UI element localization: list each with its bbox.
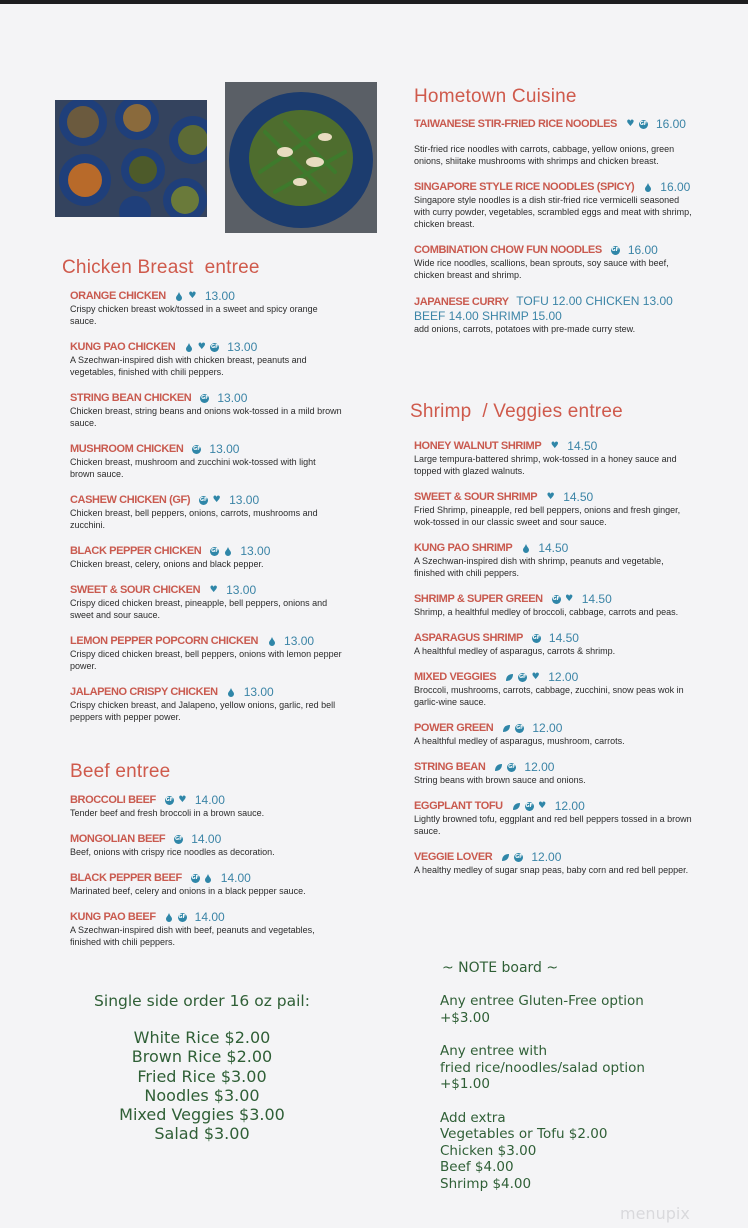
dietary-icons	[184, 343, 219, 352]
note-line: fried rice/noodles/salad option	[440, 1059, 645, 1076]
note-line: Any entree with	[440, 1043, 548, 1059]
heart-icon: ♥	[209, 584, 218, 595]
menu-item	[414, 670, 695, 708]
menu-item	[414, 541, 695, 579]
item-description: Large tempura-battered shrimp, wok-tossed in a honey sauce and topped with glazed walnuts.	[414, 454, 677, 476]
item-name: EGGPLANT TOFU	[414, 800, 503, 812]
heart-icon: ♥	[550, 440, 559, 451]
menu-item	[414, 631, 695, 657]
heart-icon: ♥	[197, 341, 206, 352]
gluten-free-icon: GF	[211, 547, 219, 554]
gluten-free-icon: GF	[611, 246, 620, 253]
item-name: VEGGIE LOVER	[414, 851, 493, 863]
note-line: Beef $4.00	[440, 1159, 514, 1175]
item-name: CASHEW CHICKEN (GF)	[70, 494, 191, 506]
gluten-free-icon: GF	[191, 874, 200, 881]
item-header	[414, 490, 695, 504]
item-price: 12.00	[532, 721, 563, 735]
menu-item	[414, 799, 695, 837]
dietary-icons	[165, 796, 187, 805]
note-line: Add extra	[440, 1109, 506, 1126]
item-name: POWER GREEN	[414, 722, 494, 734]
item-description: Shrimp, a healthful medley of broccoli, cabbage, carrots and peas.	[414, 607, 679, 617]
item-description: Chicken breast, mushroom and zucchini wok-tossed with light brown sauce.	[70, 457, 316, 479]
chicken-section	[62, 257, 342, 736]
gluten-free-icon: GF	[532, 634, 541, 641]
item-price: 13.00	[217, 391, 248, 405]
vegetarian-icon	[501, 853, 510, 862]
item-description: A healthful medley of asparagus, mushroom, carrots.	[414, 736, 625, 746]
item-header	[70, 340, 342, 354]
vegetarian-icon	[512, 802, 521, 811]
note-line: +$3.00	[440, 1009, 490, 1026]
side-order-line: Salad $3.00	[154, 1124, 250, 1144]
item-name: ORANGE CHICKEN	[70, 290, 166, 302]
item-description: Singapore style noodles is a dish stir-fried rice vermicelli seasoned with curry powder, vegetables, scrambled eggs and meat with shrimp, chicken breast.	[414, 195, 692, 229]
item-name: SWEET & SOUR CHICKEN	[70, 584, 201, 596]
vegetarian-icon	[505, 673, 514, 682]
dietary-icons	[611, 246, 620, 255]
dietary-icons	[175, 292, 197, 301]
item-description: Marinated beef, celery and onions in a black pepper sauce.	[70, 886, 306, 896]
item-name: BLACK PEPPER BEEF	[70, 872, 182, 884]
menu-item	[70, 340, 342, 378]
dietary-icons	[502, 724, 524, 733]
menu-item	[70, 289, 342, 327]
hometown-section	[414, 86, 694, 348]
side-orders-title: Single side order 16 oz pail:	[94, 992, 310, 1010]
dietary-icons	[521, 544, 530, 553]
menu-item	[414, 117, 694, 167]
menu-item	[70, 685, 342, 723]
dietary-icons	[505, 673, 540, 682]
section-title: Hometown Cuisine	[414, 86, 577, 107]
item-description: A Szechwan-inspired dish with beef, peanuts and vegetables, finished with chili peppers.	[70, 925, 315, 947]
item-price: 13.00	[284, 634, 315, 648]
item-price: 14.00	[194, 910, 225, 924]
item-header	[70, 634, 342, 648]
item-description: add onions, carrots, potatoes with pre-made curry stew.	[414, 324, 636, 334]
item-price: 12.00	[524, 760, 555, 774]
gluten-free-icon: GF	[516, 724, 524, 731]
side-order-line: Fried Rice $3.00	[137, 1066, 267, 1086]
item-price: 13.00	[226, 583, 257, 597]
spicy-icon	[184, 343, 193, 352]
dietary-icons	[191, 874, 213, 883]
item-price: 13.00	[209, 442, 240, 456]
menu-item	[414, 180, 694, 230]
gluten-free-icon: GF	[193, 445, 201, 452]
item-name: MONGOLIAN BEEF	[70, 833, 166, 845]
heart-icon: ♥	[546, 491, 555, 502]
item-price: 14.00	[220, 871, 251, 885]
item-price: 13.00	[243, 685, 274, 699]
item-header	[70, 493, 342, 507]
menu-item	[70, 832, 340, 858]
item-header	[70, 685, 342, 699]
note-line: Shrimp $4.00	[440, 1175, 532, 1192]
item-description: Crispy chicken breast wok/tossed in a sweet and spicy orange sauce.	[70, 304, 318, 326]
item-description: A healthy medley of sugar snap peas, baby corn and red bell pepper.	[414, 865, 689, 875]
item-price: 14.00	[191, 832, 222, 846]
dietary-icons	[210, 547, 232, 556]
dietary-icons	[267, 637, 276, 646]
item-description: Wide rice noodles, scallions, bean sprouts, soy sauce with beef, chicken breast and shrimp.	[414, 258, 669, 280]
item-name: TAIWANESE STIR-FRIED RICE NOODLES	[414, 118, 617, 130]
item-price: 13.00	[229, 493, 260, 507]
gluten-free-icon: GF	[199, 496, 208, 503]
item-name: KUNG PAO SHRIMP	[414, 542, 513, 554]
gluten-free-icon: GF	[552, 595, 560, 602]
dietary-icons	[501, 853, 523, 862]
item-name: KUNG PAO CHICKEN	[70, 341, 176, 353]
item-header	[414, 721, 695, 735]
item-header	[70, 871, 340, 885]
item-prices: TOFU 12.00 CHICKEN 13.00 BEEF 14.00 SHRIMP 15.00	[414, 294, 673, 323]
menu-item	[70, 583, 342, 621]
item-header	[414, 439, 695, 453]
item-name: STRING BEAN CHICKEN	[70, 392, 192, 404]
dietary-icons	[165, 913, 187, 922]
item-description: Chicken breast, string beans and onions wok-tossed in a mild brown sauce.	[70, 406, 342, 428]
spicy-icon	[165, 913, 174, 922]
gluten-free-icon: GF	[518, 673, 527, 680]
item-price: 14.00	[194, 793, 225, 807]
section-title: Chicken Breast entree	[62, 257, 260, 278]
menu-item	[414, 243, 694, 281]
dietary-icons	[512, 802, 547, 811]
item-price: 14.50	[563, 490, 594, 504]
heart-icon: ♥	[565, 593, 574, 604]
item-header	[70, 793, 340, 807]
gluten-free-icon: GF	[178, 913, 186, 920]
note-line: Any entree Gluten-Free option	[440, 993, 644, 1009]
menu-item	[70, 871, 340, 897]
dietary-icons	[209, 586, 218, 595]
menu-item	[70, 634, 342, 672]
gluten-free-icon: GF	[201, 394, 209, 401]
item-header	[414, 541, 695, 555]
item-name: COMBINATION CHOW FUN NOODLES	[414, 244, 602, 256]
note-paragraph	[440, 993, 700, 1026]
item-description: Broccoli, mushrooms, carrots, cabbage, zucchini, snow peas wok in garlic-wine sauce.	[414, 685, 684, 707]
item-price: 13.00	[240, 544, 271, 558]
side-orders	[62, 992, 342, 1144]
heart-icon: ♥	[538, 800, 547, 811]
beef-section	[70, 761, 340, 961]
dietary-icons	[200, 394, 209, 403]
item-price: 12.00	[554, 799, 585, 813]
item-price: 16.00	[627, 243, 658, 257]
item-name: JAPANESE CURRY	[414, 296, 509, 308]
item-header	[70, 391, 342, 405]
menu-item	[70, 910, 340, 948]
item-description: Stir-fried rice noodles with carrots, cabbage, yellow onions, green onions, shiitake mushrooms with shrimps and chicken breast.	[414, 144, 675, 166]
spicy-icon	[267, 637, 276, 646]
item-header	[414, 799, 695, 813]
item-header	[414, 670, 695, 684]
green-bean-dish-photo	[225, 82, 377, 233]
item-header	[414, 180, 694, 194]
item-description: A healthful medley of asparagus, carrots & shrimp.	[414, 646, 616, 656]
menu-item	[70, 493, 342, 531]
item-name: STRING BEAN	[414, 761, 486, 773]
side-order-line: Mixed Veggies $3.00	[119, 1105, 285, 1125]
item-price: 13.00	[204, 289, 235, 303]
item-header	[70, 583, 342, 597]
shrimp-veggies-section	[410, 401, 695, 889]
heart-icon: ♥	[626, 118, 635, 129]
food-bowls-photo	[55, 100, 207, 217]
spicy-icon	[204, 874, 213, 883]
dietary-icons	[552, 595, 574, 604]
item-name: ASPARAGUS SHRIMP	[414, 632, 523, 644]
vegetarian-icon	[494, 763, 503, 772]
item-header	[414, 592, 695, 606]
gluten-free-icon: GF	[508, 763, 516, 770]
item-price: 13.00	[227, 340, 258, 354]
item-description: A Szechwan-inspired dish with shrimp, peanuts and vegetable, finished with chili peppers.	[414, 556, 664, 578]
item-name: MUSHROOM CHICKEN	[70, 443, 184, 455]
item-name: MIXED VEGGIES	[414, 671, 497, 683]
item-description: Crispy chicken breast, and Jalapeno, yellow onions, garlic, red bell peppers with pepper power.	[70, 700, 336, 722]
item-header	[70, 832, 340, 846]
menu-item	[414, 850, 695, 876]
item-description: Crispy diced chicken breast, bell peppers, onions with lemon pepper power.	[70, 649, 342, 671]
item-name: SWEET & SOUR SHRIMP	[414, 491, 538, 503]
dietary-icons	[546, 493, 555, 502]
gluten-free-icon: GF	[525, 802, 533, 809]
item-header	[414, 117, 694, 131]
item-description: Crispy diced chicken breast, pineapple, bell peppers, onions and sweet and sour sauce.	[70, 598, 328, 620]
heart-icon: ♥	[212, 494, 221, 505]
spicy-icon	[227, 688, 236, 697]
section-title: Shrimp / Veggies entree	[410, 401, 623, 422]
item-description: String beans with brown sauce and onions.	[414, 775, 586, 785]
item-description: Tender beef and fresh broccoli in a brown sauce.	[70, 808, 265, 818]
item-price: 14.50	[548, 631, 579, 645]
item-name: KUNG PAO BEEF	[70, 911, 156, 923]
item-header	[70, 442, 342, 456]
menu-item	[70, 391, 342, 429]
menu-item	[70, 442, 342, 480]
item-name: LEMON PEPPER POPCORN CHICKEN	[70, 635, 259, 647]
note-paragraph	[440, 1110, 700, 1193]
menu-item	[414, 490, 695, 528]
spicy-icon	[223, 547, 232, 556]
item-header	[414, 850, 695, 864]
item-name: BLACK PEPPER CHICKEN	[70, 545, 202, 557]
item-description: Beef, onions with crispy rice noodles as decoration.	[70, 847, 275, 857]
menu-item	[70, 793, 340, 819]
spicy-icon	[175, 292, 184, 301]
dietary-icons	[494, 763, 516, 772]
item-name: SHRIMP & SUPER GREEN	[414, 593, 543, 605]
dietary-icons	[550, 442, 559, 451]
item-price: 14.50	[538, 541, 569, 555]
item-price: 14.50	[567, 439, 598, 453]
item-header	[414, 243, 694, 257]
note-board	[440, 960, 700, 1209]
item-name: SINGAPORE STYLE RICE NOODLES (SPICY)	[414, 181, 635, 193]
section-title: Beef entree	[70, 761, 171, 782]
note-paragraph	[440, 1043, 700, 1093]
side-order-line: Noodles $3.00	[144, 1085, 260, 1105]
dietary-icons	[643, 183, 652, 192]
item-header	[70, 910, 340, 924]
item-description: Chicken breast, celery, onions and black pepper.	[70, 559, 264, 569]
gluten-free-icon: GF	[174, 835, 183, 842]
top-bar	[0, 0, 748, 4]
item-name: BROCCOLI BEEF	[70, 794, 156, 806]
item-price: 16.00	[655, 117, 686, 131]
item-price: 16.00	[660, 180, 691, 194]
heart-icon: ♥	[188, 290, 197, 301]
gluten-free-icon: GF	[639, 120, 648, 127]
dietary-icons	[227, 688, 236, 697]
item-description: A Szechwan-inspired dish with chicken breast, peanuts and vegetables, finished with chili peppers.	[70, 355, 307, 377]
dietary-icons	[532, 634, 541, 643]
heart-icon: ♥	[531, 671, 540, 682]
menu-item	[414, 721, 695, 747]
menu-item	[414, 760, 695, 786]
note-line: Chicken $3.00	[440, 1142, 537, 1159]
heart-icon: ♥	[178, 794, 187, 805]
note-line: +$1.00	[440, 1076, 490, 1092]
menu-item	[414, 439, 695, 477]
menu-item-japanese-curry	[414, 294, 694, 335]
dietary-icons	[192, 445, 201, 454]
gluten-free-icon: GF	[210, 343, 219, 350]
vegetarian-icon	[502, 724, 511, 733]
item-description: Fried Shrimp, pineapple, red bell peppers, onions and fresh ginger, wok-tossed in our classic sweet and sour sauce.	[414, 505, 681, 527]
note-line: Vegetables or Tofu $2.00	[440, 1126, 608, 1142]
dietary-icons	[199, 496, 221, 505]
item-name: JALAPENO CRISPY CHICKEN	[70, 686, 218, 698]
item-price: 12.00	[548, 670, 579, 684]
item-name: HONEY WALNUT SHRIMP	[414, 440, 542, 452]
dietary-icons	[626, 120, 648, 129]
item-price: 12.00	[531, 850, 562, 864]
item-header	[414, 760, 695, 774]
side-order-line: Brown Rice $2.00	[131, 1047, 273, 1067]
gluten-free-icon: GF	[515, 853, 523, 860]
side-order-line: White Rice $2.00	[133, 1028, 271, 1047]
menu-item	[414, 592, 695, 618]
spicy-icon	[643, 183, 652, 192]
item-header	[70, 289, 342, 303]
item-header	[414, 631, 695, 645]
dietary-icons	[174, 835, 183, 844]
item-description: Lightly browned tofu, eggplant and red bell peppers tossed in a brown sauce.	[414, 814, 692, 836]
item-header	[70, 544, 342, 558]
item-price: 14.50	[581, 592, 612, 606]
item-description: Chicken breast, bell peppers, onions, carrots, mushrooms and zucchini.	[70, 508, 318, 530]
watermark: menupix	[620, 1204, 690, 1223]
note-board-title: ~ NOTE board ~	[442, 960, 559, 976]
spicy-icon	[521, 544, 530, 553]
menu-item	[70, 544, 342, 570]
gluten-free-icon: GF	[165, 796, 174, 803]
